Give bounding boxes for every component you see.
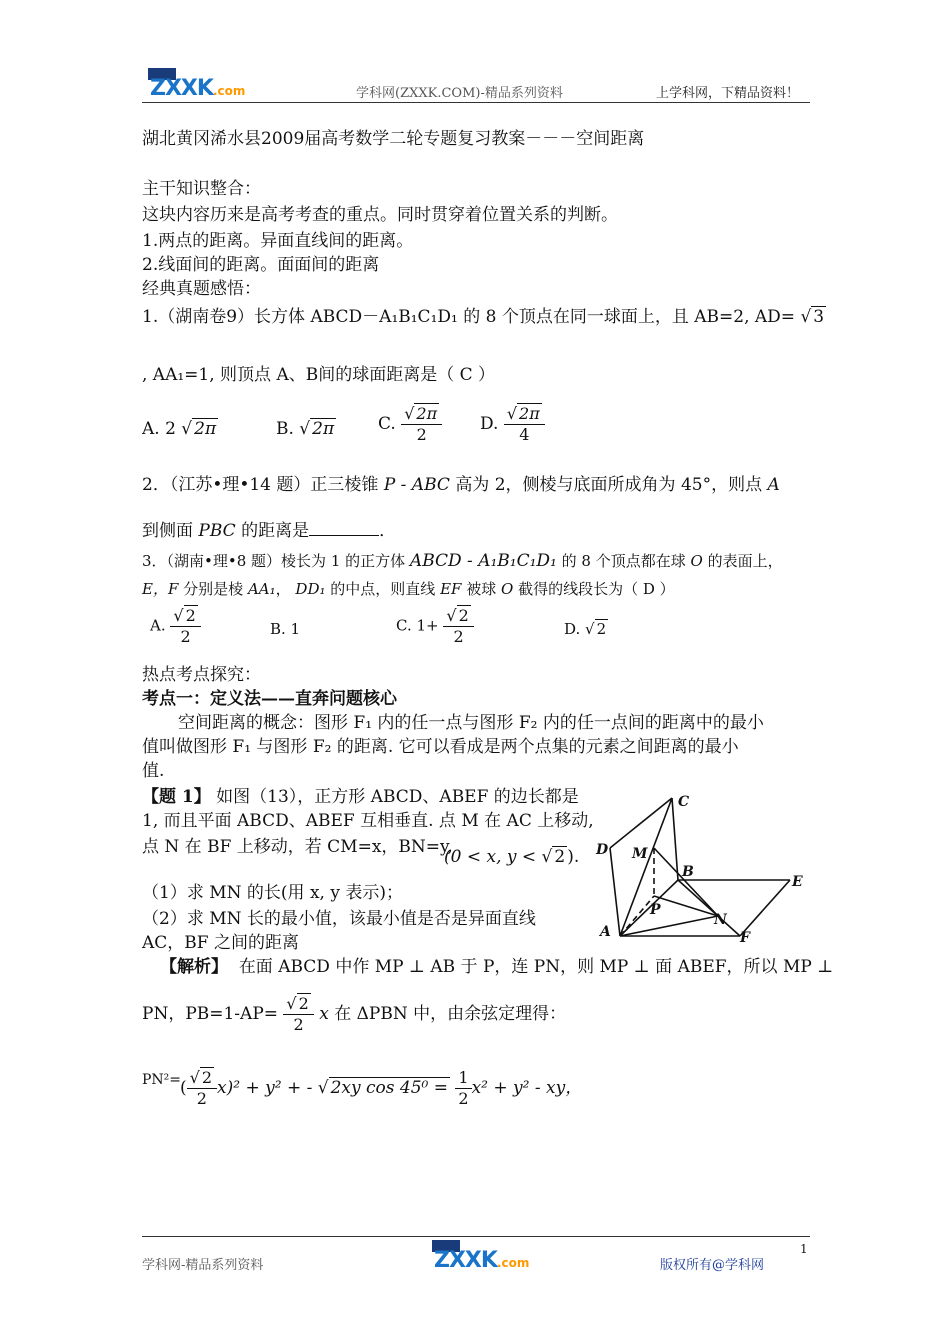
definition-line-3: 值. [142,761,165,781]
label-D: D [596,842,609,858]
problem1-line3: 点 N 在 BF 上移动，若 CM=x，BN=y, [142,837,453,857]
label-B: B [682,864,694,880]
q3-text: 3．（湖南•理•8 题）棱长为 1 的正方体 ABCD - A₁B₁C₁D₁ 的 8 个顶点都在球 O 的表面上， [142,551,783,571]
q1-option-d: D. $\frac{√ 2\pi}{4}$ [480,404,545,445]
problem1-line1: 【题 1】 如图（13），正方形 ABCD、ABEF 的边长都是 [142,787,579,807]
q1-option-c: C. $\frac{√ 2\pi}{2}$ [378,404,442,445]
label-P: P [650,902,661,918]
edge-AB [620,880,678,936]
classic-heading: 经典真题感悟： [142,279,261,299]
footer-right-text: 版权所有@学科网 [660,1258,765,1273]
solution-line2: PN，PB=1-AP= $\frac{√ 2}{2}$ x 在 ΔPBN 中，由余弦定理得： [142,994,567,1034]
intro-item-1: 1.两点的距离。异面直线间的距离。 [142,231,414,251]
header-logo: ZXXK.com [150,76,246,101]
q1-line2: , AA₁=1, 则顶点 A、B间的球面距离是（ C ） [142,365,496,385]
q3-option-d: D. √ 2 [564,620,607,638]
label-E: E [792,874,803,890]
page-number: 1 [800,1242,808,1256]
label-N: N [714,912,727,928]
footer-left-text: 学科网-精品系列资料 [142,1258,264,1273]
definition-line-2: 值叫做图形 F₁ 与图形 F₂ 的距离. 它可以看成是两个点集的元素之间距离的最小 [142,737,739,757]
hot-heading: 热点考点探究： [142,665,261,685]
label-C: C [678,794,690,810]
label-A: A [600,924,611,940]
intro-heading: 主干知识整合： [142,179,261,199]
intro-line: 这块内容历来是高考考查的重点。同时贯穿着位置关系的判断。 [142,205,618,225]
edge-FE [740,880,790,936]
point-one-heading: 考点一：定义法——直奔问题核心 [142,689,397,709]
cosine-formula: ( $\frac{√ 2}{2}$ x)² + y² + - √ 2xy cos 45⁰ = $\frac{1}{2}$ x² + y² - xy， [180,1068,583,1108]
problem1-range: (0 < x, y < √ 2 ). [444,847,580,867]
problem1-question-1: （1）求 MN 的长(用 x, y 表示)； [142,883,403,903]
problem1-question-2: （2）求 MN 长的最小值，该最小值是否是异面直线 [142,909,536,929]
cube-figure [590,788,810,948]
q1-text: 1.（湖南卷9）长方体 ABCD－A₁B₁C₁D₁ 的 8 个顶点在同一球面上，且 AB=2, AD= √ 3 [142,307,825,327]
edge-BF [678,880,740,936]
footer-rule [142,1236,810,1237]
definition-line-1: 空间距离的概念：图形 F₁ 内的任一点与图形 F₂ 内的任一点间的距离中的最小 [178,713,764,733]
answer-blank[interactable] [309,535,379,536]
header-right-text: 上学科网，下精品资料！ [656,86,800,101]
label-M: M [632,846,648,862]
q1-option-a: A. 2 √ 2π [142,419,217,439]
header-rule [142,102,810,103]
edge-AD [610,848,620,936]
page-title: 湖北黄冈浠水县2009届高考数学二轮专题复习教案－－－空间距离 [142,129,645,149]
q2-text: 2．（江苏•理•14 题）正三棱锥 P - ABC 高为 2，侧棱与底面所成角为 45°，则点 A [142,475,780,495]
q3-line2: E，F 分别是棱 AA₁， DD₁ 的中点，则直线 EF 被球 O 截得的线段长为（ D ） [142,580,675,598]
pn-squared-label: PN²= [142,1072,182,1088]
q3-option-c: C. 1+ $\frac{√ 2}{2}$ [396,606,474,647]
problem1-line2: 1, 而且平面 ABCD、ABEF 互相垂直. 点 M 在 AC 上移动, [142,811,594,831]
q1-option-b: B. √ 2π [276,419,335,439]
problem1-question-2b: AC，BF 之间的距离 [142,933,299,953]
intro-item-2: 2.线面间的距离。面面间的距离 [142,255,380,275]
header-center-text: 学科网(ZXXK.COM)-精品系列资料 [356,86,563,101]
footer-logo: ZXXK.com [434,1248,530,1273]
label-F: F [740,930,750,946]
q3-option-b: B. 1 [270,620,301,638]
solution-line1: 【解析】 在面 ABCD 中作 MP ⊥ AB 于 P，连 PN，则 MP ⊥ 面 ABEF，所以 MP ⊥ [160,957,834,977]
q3-option-a: A. $\frac{√ 2}{2}$ [150,606,201,647]
q2-line2: 到侧面 PBC 的距离是 ． [142,521,397,541]
